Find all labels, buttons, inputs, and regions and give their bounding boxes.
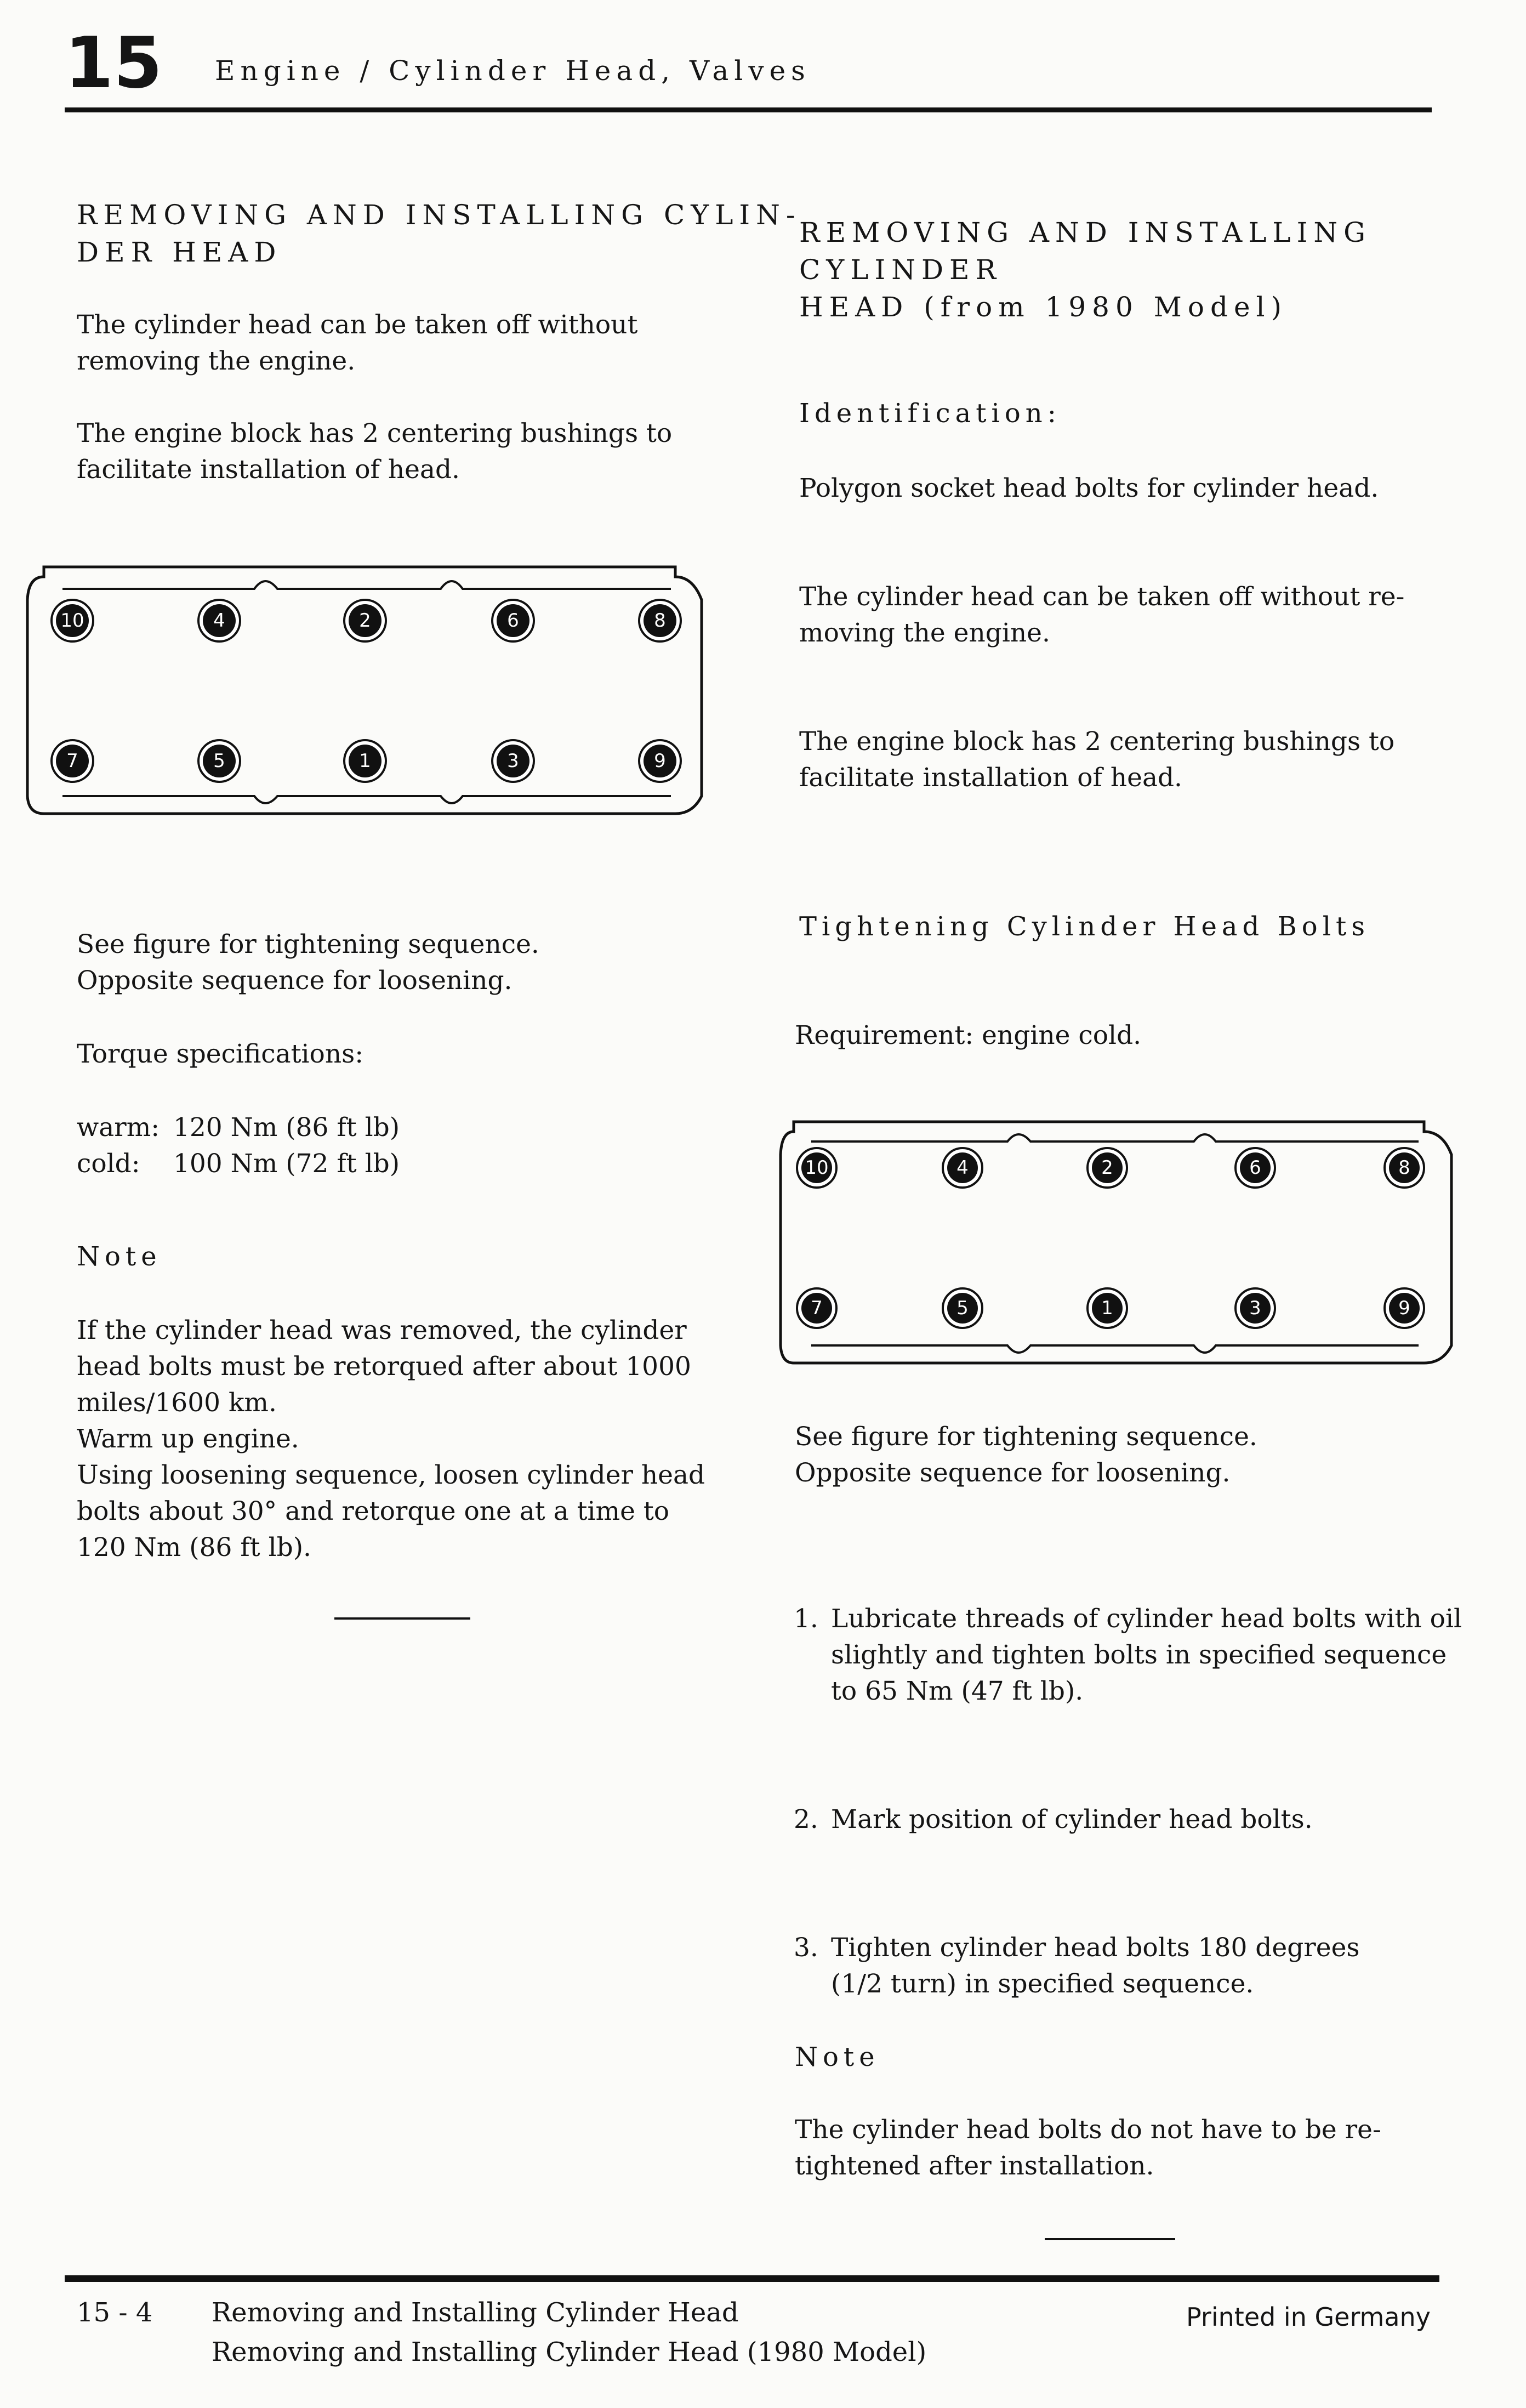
step-line: Lubricate threads of cylinder head bolts with oil	[831, 1604, 1462, 1634]
bushing-line: facilitate installation of head.	[799, 763, 1182, 793]
svg-text:1: 1	[1101, 1297, 1113, 1319]
sequence-line: See figure for tightening sequence.	[795, 1422, 1257, 1452]
footer-rule	[65, 2275, 1439, 2282]
note-line: head bolts must be retorqued after about 1000	[77, 1351, 691, 1382]
left-heading-line-1: REMOVING AND INSTALLING CYLIN-	[77, 199, 801, 231]
left-end-rule	[334, 1617, 470, 1620]
printed-in: Printed in Germany	[1186, 2302, 1431, 2332]
svg-text:3: 3	[507, 750, 519, 772]
right-bushing-text	[799, 724, 1479, 796]
bushing-line: The engine block has 2 centering bushings to	[799, 726, 1395, 757]
left-intro-line: The engine block has 2 centering bushings to	[77, 418, 673, 448]
right-heading-line-1: REMOVING AND INSTALLING CYLINDER	[799, 217, 1372, 286]
note-line: If the cylinder head was removed, the cylinder	[77, 1315, 687, 1345]
step-line: Mark position of cylinder head bolts.	[831, 1804, 1313, 1835]
bolt-6-marker	[1235, 1148, 1275, 1188]
svg-text:10: 10	[805, 1157, 829, 1179]
header-rule	[65, 107, 1432, 112]
step-item	[794, 1802, 1479, 1838]
identification-title: Identification:	[799, 398, 1061, 429]
svg-text:5: 5	[213, 750, 225, 772]
svg-text:8: 8	[654, 610, 666, 632]
footer-titles	[212, 2293, 926, 2372]
bolt-10-marker	[797, 1148, 836, 1188]
bolt-4-marker	[943, 1148, 982, 1188]
svg-text:1: 1	[359, 750, 371, 772]
cold-label: cold:	[77, 1149, 140, 1179]
left-intro-line: facilitate installation of head.	[77, 455, 460, 485]
note-line: 120 Nm (86 ft lb).	[77, 1532, 311, 1563]
step-number: 1.	[794, 1604, 818, 1634]
left-intro	[77, 307, 734, 488]
svg-text:9: 9	[1398, 1297, 1410, 1319]
left-heading	[77, 196, 801, 271]
tightening-steps	[794, 1601, 1479, 2094]
svg-text:4: 4	[956, 1157, 969, 1179]
step-item	[794, 1930, 1479, 2002]
right-bolt-diagram	[777, 1115, 1462, 1373]
left-intro-line: removing the engine.	[77, 346, 356, 376]
left-bolt-diagram	[24, 560, 715, 824]
bolt-5-marker	[943, 1288, 982, 1328]
step-number: 2.	[794, 1804, 818, 1835]
torque-specs	[77, 1110, 400, 1182]
note-line: bolts about 30° and retorque one at a time to	[77, 1496, 670, 1526]
right-heading	[799, 214, 1526, 326]
bolt-8-marker	[639, 600, 681, 641]
warm-value: 120 Nm (86 ft lb)	[173, 1112, 400, 1143]
step-line: slightly and tighten bolts in specified sequence	[831, 1640, 1447, 1670]
bolt-10-marker	[52, 600, 93, 641]
chapter-number: 15	[65, 22, 163, 104]
cold-value: 100 Nm (72 ft lb)	[173, 1149, 400, 1179]
right-end-rule	[1045, 2238, 1175, 2240]
sequence-line: See figure for tightening sequence.	[77, 929, 539, 959]
footer-line: Removing and Installing Cylinder Head	[212, 2297, 739, 2328]
note-line: Using loosening sequence, loosen cylinder head	[77, 1460, 705, 1490]
right-note-title: Note	[795, 2042, 880, 2072]
svg-text:8: 8	[1398, 1157, 1410, 1179]
left-note-body	[77, 1313, 756, 1566]
note-line: tightened after installation.	[795, 2151, 1154, 2181]
step-number: 3.	[794, 1933, 818, 1963]
svg-text:3: 3	[1249, 1297, 1261, 1319]
bolt-1-marker	[344, 740, 386, 782]
cylinder-head-outline	[24, 560, 715, 824]
bolt-1-marker	[1087, 1288, 1127, 1328]
identification-text: Polygon socket head bolts for cylinder head.	[799, 473, 1379, 503]
cylinder-head-outline	[777, 1115, 1462, 1373]
tightening-title: Tightening Cylinder Head Bolts	[799, 911, 1370, 942]
right-heading-line-2: HEAD (from 1980 Model)	[799, 291, 1288, 323]
takeoff-line: The cylinder head can be taken off without re-	[799, 582, 1405, 612]
requirement-text: Requirement: engine cold.	[795, 1020, 1142, 1050]
takeoff-line: moving the engine.	[799, 618, 1050, 648]
step-item	[794, 1601, 1479, 1710]
bolt-2-marker	[1087, 1148, 1127, 1188]
svg-text:9: 9	[654, 750, 666, 772]
footer-line: Removing and Installing Cylinder Head (1980 Model)	[212, 2337, 927, 2367]
left-sequence-text	[77, 927, 734, 999]
bolt-3-marker	[492, 740, 534, 782]
sequence-line: Opposite sequence for loosening.	[77, 966, 513, 996]
svg-text:2: 2	[1101, 1157, 1113, 1179]
svg-text:5: 5	[956, 1297, 969, 1319]
svg-text:10: 10	[60, 610, 84, 632]
bolt-3-marker	[1235, 1288, 1275, 1328]
svg-text:4: 4	[213, 610, 225, 632]
bolt-8-marker	[1385, 1148, 1424, 1188]
svg-text:7: 7	[66, 750, 78, 772]
step-line: (1/2 turn) in specified sequence.	[831, 1969, 1254, 1999]
warm-label: warm:	[77, 1112, 160, 1143]
left-intro-line: The cylinder head can be taken off without	[77, 310, 638, 340]
svg-text:6: 6	[1249, 1157, 1261, 1179]
right-sequence-text	[795, 1419, 1474, 1491]
svg-text:7: 7	[811, 1297, 823, 1319]
page-number: 15 - 4	[77, 2297, 153, 2328]
note-line: Warm up engine.	[77, 1424, 299, 1454]
sequence-line: Opposite sequence for loosening.	[795, 1458, 1231, 1488]
torque-title: Torque specifications:	[77, 1039, 364, 1069]
bolt-5-marker	[198, 740, 240, 782]
bolt-4-marker	[198, 600, 240, 641]
step-line: to 65 Nm (47 ft lb).	[831, 1676, 1084, 1706]
note-line: The cylinder head bolts do not have to be re-	[795, 2115, 1381, 2145]
bolt-6-marker	[492, 600, 534, 641]
bolt-9-marker	[1385, 1288, 1424, 1328]
bolt-7-marker	[797, 1288, 836, 1328]
step-line: Tighten cylinder head bolts 180 degrees	[831, 1933, 1360, 1963]
right-note-body	[795, 2112, 1474, 2184]
bolt-9-marker	[639, 740, 681, 782]
left-heading-line-2: DER HEAD	[77, 236, 282, 268]
bolt-2-marker	[344, 600, 386, 641]
right-takeoff-text	[799, 579, 1479, 651]
bolt-7-marker	[52, 740, 93, 782]
svg-text:6: 6	[507, 610, 519, 632]
note-line: miles/1600 km.	[77, 1388, 277, 1418]
running-title: Engine / Cylinder Head, Valves	[215, 55, 811, 87]
left-note-title: Note	[77, 1241, 162, 1272]
svg-text:2: 2	[359, 610, 371, 632]
